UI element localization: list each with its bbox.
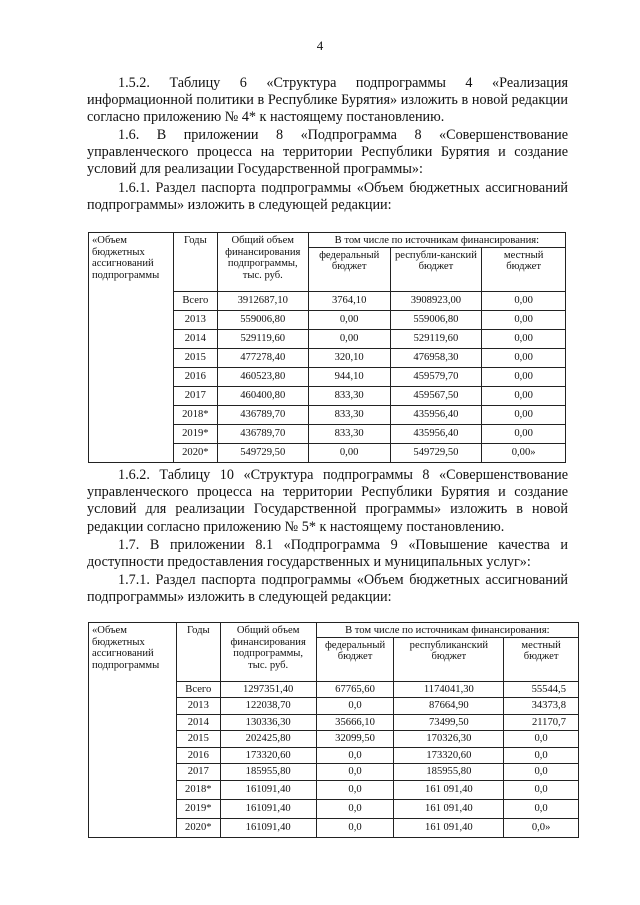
table2-republic: 161 091,40 bbox=[394, 818, 504, 837]
table1-federal: 833,30 bbox=[308, 405, 390, 424]
table1-republic: 549729,50 bbox=[390, 443, 482, 462]
table1-federal: 0,00 bbox=[308, 329, 390, 348]
table2-local: 0,0 bbox=[504, 764, 579, 781]
table2-header-federal: федеральный бюджет bbox=[316, 637, 394, 681]
table1-local: 0,00 bbox=[482, 367, 566, 386]
table1-local: 0,00 bbox=[482, 405, 566, 424]
paragraph-1-6: 1.6. В приложении 8 «Подпрограмма 8 «Совершенствование управленческого процесса на территории Республики Бурятия и создание условий для реализации Государственной программы»: bbox=[87, 127, 568, 178]
table2-header-total: Общий объем финансирования подпрограммы, тыс. руб. bbox=[220, 623, 316, 682]
table2-total: 161091,40 bbox=[220, 780, 316, 799]
table1-year: 2017 bbox=[173, 386, 217, 405]
table1-federal: 833,30 bbox=[308, 386, 390, 405]
table2-federal: 0,0 bbox=[316, 799, 394, 818]
table2-year: Всего bbox=[176, 681, 220, 698]
table1-federal: 3764,10 bbox=[308, 291, 390, 310]
table1-federal: 0,00 bbox=[308, 310, 390, 329]
table1-total: 460523,80 bbox=[217, 367, 308, 386]
table2-republic: 161 091,40 bbox=[394, 780, 504, 799]
table2-local: 0,0 bbox=[504, 780, 579, 799]
table2-year: 2019* bbox=[176, 799, 220, 818]
table2-local: 34373,8 bbox=[504, 698, 579, 715]
table1-header-republic: республи-канский бюджет bbox=[390, 247, 482, 291]
table2-local: 55544,5 bbox=[504, 681, 579, 698]
table2-year: 2016 bbox=[176, 747, 220, 764]
table2-federal: 0,0 bbox=[316, 780, 394, 799]
table1-total: 436789,70 bbox=[217, 424, 308, 443]
table1-total: 436789,70 bbox=[217, 405, 308, 424]
table1-total: 460400,80 bbox=[217, 386, 308, 405]
table1-local: 0,00 bbox=[482, 424, 566, 443]
table1-total: 559006,80 bbox=[217, 310, 308, 329]
table1-year: 2016 bbox=[173, 367, 217, 386]
table2-header-local: местный бюджет bbox=[504, 637, 579, 681]
table2-republic: 73499,50 bbox=[394, 714, 504, 731]
paragraph-1-6-2: 1.6.2. Таблицу 10 «Структура подпрограммы 8 «Совершенствование управленческого процесса на территории Республики Бурятия и создание условий для реализации Государственной программы» изложить в новой редакции согласно приложению № 5* к настоящему постановлению. bbox=[87, 467, 568, 535]
table1-republic: 3908923,00 bbox=[390, 291, 482, 310]
table1-republic: 435956,40 bbox=[390, 424, 482, 443]
budget-table-subprogram-8 bbox=[88, 232, 566, 463]
table2-year: 2013 bbox=[176, 698, 220, 715]
table1-year: 2015 bbox=[173, 348, 217, 367]
table1-republic: 459579,70 bbox=[390, 367, 482, 386]
table2-year: 2017 bbox=[176, 764, 220, 781]
table1-federal: 944,10 bbox=[308, 367, 390, 386]
table2-label-cell: «Объем бюджетных ассигнований подпрограммы bbox=[89, 623, 177, 838]
page-number: 4 bbox=[316, 38, 324, 53]
table1-header-local: местный бюджет bbox=[482, 247, 566, 291]
paragraph-1-6-1: 1.6.1. Раздел паспорта подпрограммы «Объем бюджетных ассигнований подпрограммы» изложить в следующей редакции: bbox=[87, 180, 568, 214]
table2-local: 21170,7 bbox=[504, 714, 579, 731]
table1-republic: 459567,50 bbox=[390, 386, 482, 405]
table1-republic: 435956,40 bbox=[390, 405, 482, 424]
table1-republic: 559006,80 bbox=[390, 310, 482, 329]
table2-local: 0,0 bbox=[504, 799, 579, 818]
table1-republic: 529119,60 bbox=[390, 329, 482, 348]
table1-total: 3912687,10 bbox=[217, 291, 308, 310]
paragraph-1-7: 1.7. В приложении 8.1 «Подпрограмма 9 «Повышение качества и доступности предоставления государственных и муниципальных услуг»: bbox=[87, 537, 568, 571]
table2-header-sources: В том числе по источникам финансирования: bbox=[316, 623, 578, 638]
table1-federal: 320,10 bbox=[308, 348, 390, 367]
table2-republic: 87664,90 bbox=[394, 698, 504, 715]
table1-republic: 476958,30 bbox=[390, 348, 482, 367]
table2-federal: 0,0 bbox=[316, 764, 394, 781]
table2-local: 0,0 bbox=[504, 747, 579, 764]
table1-header-sources: В том числе по источникам финансирования: bbox=[308, 233, 565, 248]
table2-total: 122038,70 bbox=[220, 698, 316, 715]
table1-header-total: Общий объем финансирования подпрограммы, тыс. руб. bbox=[217, 233, 308, 292]
table1-year: 2018* bbox=[173, 405, 217, 424]
table2-federal: 0,0 bbox=[316, 698, 394, 715]
table2-header-republic: республиканский бюджет bbox=[394, 637, 504, 681]
table1-local: 0,00 bbox=[482, 329, 566, 348]
table1-federal: 0,00 bbox=[308, 443, 390, 462]
table2-total: 161091,40 bbox=[220, 818, 316, 837]
table2-year: 2015 bbox=[176, 731, 220, 748]
paragraph-1-7-1: 1.7.1. Раздел паспорта подпрограммы «Объем бюджетных ассигнований подпрограммы» изложить в следующей редакции: bbox=[87, 572, 568, 606]
table1-federal: 833,30 bbox=[308, 424, 390, 443]
table1-local: 0,00 bbox=[482, 291, 566, 310]
table1-local: 0,00» bbox=[482, 443, 566, 462]
table1-total: 549729,50 bbox=[217, 443, 308, 462]
table2-header-years: Годы bbox=[176, 623, 220, 682]
table1-year: Всего bbox=[173, 291, 217, 310]
table2-total: 1297351,40 bbox=[220, 681, 316, 698]
table2-federal: 32099,50 bbox=[316, 731, 394, 748]
table2-republic: 1174041,30 bbox=[394, 681, 504, 698]
table1-label-cell: «Объем бюджетных ассигнований подпрограммы bbox=[89, 233, 174, 463]
table1-local: 0,00 bbox=[482, 348, 566, 367]
paragraph-1-5-2: 1.5.2. Таблицу 6 «Структура подпрограммы 4 «Реализация информационной политики в Республике Бурятия» изложить в новой редакции согласно приложению № 4* к настоящему постановлению. bbox=[87, 75, 568, 126]
table2-federal: 0,0 bbox=[316, 818, 394, 837]
table2-total: 185955,80 bbox=[220, 764, 316, 781]
table2-federal: 0,0 bbox=[316, 747, 394, 764]
table1-header-federal: федеральный бюджет bbox=[308, 247, 390, 291]
table1-year: 2019* bbox=[173, 424, 217, 443]
table1-local: 0,00 bbox=[482, 386, 566, 405]
table2-local: 0,0» bbox=[504, 818, 579, 837]
table2-total: 202425,80 bbox=[220, 731, 316, 748]
table2-republic: 170326,30 bbox=[394, 731, 504, 748]
table1-year: 2020* bbox=[173, 443, 217, 462]
table2-year: 2020* bbox=[176, 818, 220, 837]
table2-federal: 35666,10 bbox=[316, 714, 394, 731]
table2-local: 0,0 bbox=[504, 731, 579, 748]
table1-total: 529119,60 bbox=[217, 329, 308, 348]
table2-federal: 67765,60 bbox=[316, 681, 394, 698]
budget-table-subprogram-9 bbox=[88, 622, 579, 838]
table1-local: 0,00 bbox=[482, 310, 566, 329]
table2-total: 130336,30 bbox=[220, 714, 316, 731]
table1-year: 2013 bbox=[173, 310, 217, 329]
table1-header-years: Годы bbox=[173, 233, 217, 292]
table2-republic: 185955,80 bbox=[394, 764, 504, 781]
table2-republic: 161 091,40 bbox=[394, 799, 504, 818]
table1-year: 2014 bbox=[173, 329, 217, 348]
table2-year: 2018* bbox=[176, 780, 220, 799]
table2-total: 173320,60 bbox=[220, 747, 316, 764]
table2-year: 2014 bbox=[176, 714, 220, 731]
table1-total: 477278,40 bbox=[217, 348, 308, 367]
table2-total: 161091,40 bbox=[220, 799, 316, 818]
table2-republic: 173320,60 bbox=[394, 747, 504, 764]
